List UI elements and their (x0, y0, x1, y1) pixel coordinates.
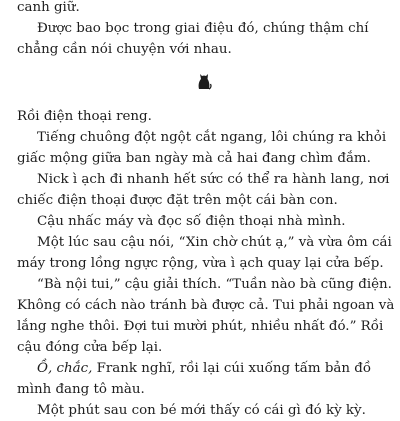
text-line: cậu đóng cửa bếp lại. (17, 340, 163, 355)
text-line: canh giữ. (17, 0, 80, 15)
text-line: Một phút sau con bé mới thấy có cái gì đó kỳ kỳ. (37, 403, 366, 418)
text-line: lắng nghe thôi. Đợi tui mười phút, nhiều nhất đó.” Rồi (17, 319, 384, 334)
italic-thought: Ồ, chắc, (37, 361, 93, 376)
text-line: giấc mộng giữa ban ngày mà cả hai đang chìm đắm. (17, 151, 371, 166)
text-line: mình đang tô màu. (17, 382, 145, 397)
text-line (37, 359, 371, 379)
text-line: Tiếng chuông đột ngột cắt ngang, lôi chúng ra khỏi (37, 130, 387, 145)
text-line: “Bà nội tui,” cậu giải thích. “Tuần nào bà cũng điện. (37, 277, 392, 292)
cat-ornament-icon (196, 70, 212, 90)
text-line: máy trong lồng ngực rộng, vừa ì ạch quay lại cửa bếp. (17, 256, 384, 271)
text-span: Frank nghĩ, rồi lại cúi xuống tấm bản đồ (92, 361, 372, 376)
text-line: chiếc điện thoại được đặt trên một cái bàn con. (17, 193, 338, 208)
text-line: chẳng cần nói chuyện với nhau. (17, 42, 232, 57)
text-line: Không có cách nào tránh bà được cả. Tui phải ngoan và (17, 298, 395, 313)
text-line: Rồi điện thoại reng. (17, 109, 152, 124)
text-line: Cậu nhấc máy và đọc số điện thoại nhà mình. (37, 214, 346, 229)
text-line: Nick ì ạch đi nhanh hết sức có thể ra hành lang, nơi (37, 172, 390, 187)
text-line: Được bao bọc trong giai điệu đó, chúng thậm chí (37, 21, 369, 36)
text-line: Một lúc sau cậu nói, “Xin chờ chút ạ,” và vừa ôm cái (37, 235, 392, 250)
